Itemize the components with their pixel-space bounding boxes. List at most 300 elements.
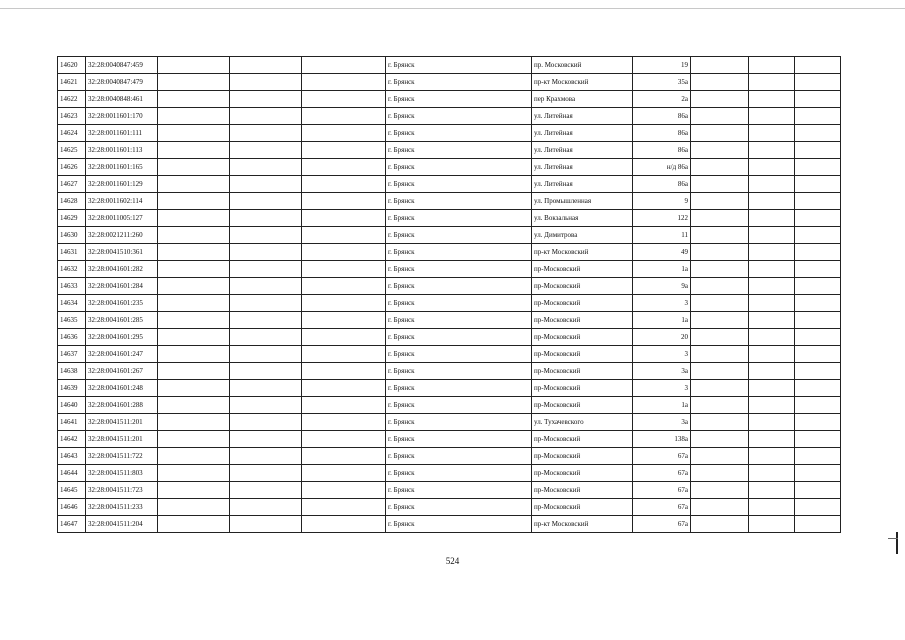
empty-cell bbox=[795, 91, 841, 108]
empty-cell bbox=[230, 431, 302, 448]
city-cell: г. Брянск bbox=[386, 244, 532, 261]
table-row bbox=[58, 74, 841, 91]
empty-cell bbox=[749, 448, 795, 465]
empty-cell bbox=[230, 142, 302, 159]
city-cell: г. Брянск bbox=[386, 482, 532, 499]
empty-cell bbox=[302, 312, 386, 329]
cadastral-number: 32:28:0041511:722 bbox=[86, 448, 158, 465]
empty-cell bbox=[302, 499, 386, 516]
empty-cell bbox=[749, 91, 795, 108]
empty-cell bbox=[230, 74, 302, 91]
street-cell: пр-кт Московский bbox=[532, 74, 633, 91]
empty-cell bbox=[302, 261, 386, 278]
empty-cell bbox=[749, 516, 795, 533]
row-number: 14643 bbox=[58, 448, 86, 465]
street-cell: ул. Димитрова bbox=[532, 227, 633, 244]
city-cell: г. Брянск bbox=[386, 176, 532, 193]
margin-bracket-mark bbox=[896, 532, 905, 554]
empty-cell bbox=[158, 329, 230, 346]
empty-cell bbox=[158, 74, 230, 91]
empty-cell bbox=[691, 414, 749, 431]
empty-cell bbox=[302, 516, 386, 533]
table-row bbox=[58, 312, 841, 329]
city-cell: г. Брянск bbox=[386, 108, 532, 125]
street-cell: пр-кт Московский bbox=[532, 516, 633, 533]
street-cell: пр-Московский bbox=[532, 295, 633, 312]
empty-cell bbox=[302, 244, 386, 261]
empty-cell bbox=[302, 448, 386, 465]
house-cell: 67а bbox=[633, 516, 691, 533]
house-cell: н/д 86а bbox=[633, 159, 691, 176]
empty-cell bbox=[749, 295, 795, 312]
house-cell: 11 bbox=[633, 227, 691, 244]
empty-cell bbox=[691, 516, 749, 533]
street-cell: пр-Московский bbox=[532, 499, 633, 516]
table-row bbox=[58, 363, 841, 380]
empty-cell bbox=[691, 448, 749, 465]
table-row bbox=[58, 91, 841, 108]
empty-cell bbox=[230, 397, 302, 414]
row-number: 14630 bbox=[58, 227, 86, 244]
empty-cell bbox=[749, 227, 795, 244]
street-cell: ул. Литейная bbox=[532, 142, 633, 159]
table-row bbox=[58, 431, 841, 448]
row-number: 14642 bbox=[58, 431, 86, 448]
row-number: 14623 bbox=[58, 108, 86, 125]
table-row bbox=[58, 482, 841, 499]
empty-cell bbox=[302, 193, 386, 210]
empty-cell bbox=[749, 125, 795, 142]
house-cell: 67а bbox=[633, 465, 691, 482]
empty-cell bbox=[691, 244, 749, 261]
empty-cell bbox=[691, 499, 749, 516]
empty-cell bbox=[749, 431, 795, 448]
empty-cell bbox=[691, 431, 749, 448]
house-cell: 3 bbox=[633, 346, 691, 363]
table-row bbox=[58, 210, 841, 227]
row-number: 14647 bbox=[58, 516, 86, 533]
empty-cell bbox=[691, 380, 749, 397]
table-row bbox=[58, 125, 841, 142]
empty-cell bbox=[795, 312, 841, 329]
street-cell: пр-Московский bbox=[532, 380, 633, 397]
empty-cell bbox=[795, 499, 841, 516]
street-cell: пр-Московский bbox=[532, 329, 633, 346]
empty-cell bbox=[230, 363, 302, 380]
house-cell: 86а bbox=[633, 142, 691, 159]
city-cell: г. Брянск bbox=[386, 414, 532, 431]
street-cell: ул. Литейная bbox=[532, 176, 633, 193]
house-cell: 3 bbox=[633, 380, 691, 397]
house-cell: 67а bbox=[633, 448, 691, 465]
row-number: 14638 bbox=[58, 363, 86, 380]
row-number: 14625 bbox=[58, 142, 86, 159]
empty-cell bbox=[230, 312, 302, 329]
street-cell: пр-Московский bbox=[532, 312, 633, 329]
table-row bbox=[58, 397, 841, 414]
empty-cell bbox=[749, 482, 795, 499]
city-cell: г. Брянск bbox=[386, 193, 532, 210]
street-cell: ул. Тухачевского bbox=[532, 414, 633, 431]
empty-cell bbox=[230, 193, 302, 210]
city-cell: г. Брянск bbox=[386, 227, 532, 244]
cadastral-number: 32:28:0041511:204 bbox=[86, 516, 158, 533]
cadastral-number: 32:28:0040847:459 bbox=[86, 57, 158, 74]
empty-cell bbox=[230, 329, 302, 346]
row-number: 14633 bbox=[58, 278, 86, 295]
house-cell: 49 bbox=[633, 244, 691, 261]
empty-cell bbox=[302, 465, 386, 482]
empty-cell bbox=[302, 363, 386, 380]
city-cell: г. Брянск bbox=[386, 499, 532, 516]
empty-cell bbox=[795, 278, 841, 295]
city-cell: г. Брянск bbox=[386, 380, 532, 397]
empty-cell bbox=[795, 74, 841, 91]
city-cell: г. Брянск bbox=[386, 210, 532, 227]
row-number: 14622 bbox=[58, 91, 86, 108]
empty-cell bbox=[158, 108, 230, 125]
empty-cell bbox=[158, 465, 230, 482]
empty-cell bbox=[302, 380, 386, 397]
empty-cell bbox=[691, 91, 749, 108]
empty-cell bbox=[691, 278, 749, 295]
empty-cell bbox=[158, 159, 230, 176]
house-cell: 20 bbox=[633, 329, 691, 346]
empty-cell bbox=[749, 499, 795, 516]
empty-cell bbox=[795, 57, 841, 74]
empty-cell bbox=[691, 295, 749, 312]
empty-cell bbox=[795, 176, 841, 193]
empty-cell bbox=[158, 125, 230, 142]
table-row bbox=[58, 244, 841, 261]
city-cell: г. Брянск bbox=[386, 57, 532, 74]
cadastral-number: 32:28:0011601:170 bbox=[86, 108, 158, 125]
row-number: 14640 bbox=[58, 397, 86, 414]
street-cell: пр-Московский bbox=[532, 363, 633, 380]
street-cell: пр-Московский bbox=[532, 448, 633, 465]
cadastral-number: 32:28:0011005:127 bbox=[86, 210, 158, 227]
empty-cell bbox=[691, 465, 749, 482]
empty-cell bbox=[749, 397, 795, 414]
empty-cell bbox=[302, 57, 386, 74]
empty-cell bbox=[795, 431, 841, 448]
empty-cell bbox=[795, 244, 841, 261]
house-cell: 67а bbox=[633, 499, 691, 516]
cadastral-number: 32:28:0041601:247 bbox=[86, 346, 158, 363]
empty-cell bbox=[749, 465, 795, 482]
cadastral-number: 32:28:0011602:114 bbox=[86, 193, 158, 210]
empty-cell bbox=[230, 516, 302, 533]
empty-cell bbox=[158, 244, 230, 261]
empty-cell bbox=[691, 159, 749, 176]
street-cell: ул. Вокзальная bbox=[532, 210, 633, 227]
empty-cell bbox=[302, 295, 386, 312]
empty-cell bbox=[230, 448, 302, 465]
house-cell: 3 bbox=[633, 295, 691, 312]
empty-cell bbox=[230, 465, 302, 482]
street-cell: ул. Литейная bbox=[532, 125, 633, 142]
empty-cell bbox=[302, 210, 386, 227]
cadastral-number: 32:28:0011601:113 bbox=[86, 142, 158, 159]
table-row bbox=[58, 159, 841, 176]
cadastral-number: 32:28:0041511:233 bbox=[86, 499, 158, 516]
city-cell: г. Брянск bbox=[386, 125, 532, 142]
street-cell: ул. Промышленная bbox=[532, 193, 633, 210]
empty-cell bbox=[302, 74, 386, 91]
empty-cell bbox=[158, 431, 230, 448]
city-cell: г. Брянск bbox=[386, 363, 532, 380]
empty-cell bbox=[691, 346, 749, 363]
empty-cell bbox=[230, 57, 302, 74]
row-number: 14634 bbox=[58, 295, 86, 312]
empty-cell bbox=[230, 91, 302, 108]
row-number: 14620 bbox=[58, 57, 86, 74]
empty-cell bbox=[749, 363, 795, 380]
row-number: 14635 bbox=[58, 312, 86, 329]
empty-cell bbox=[749, 244, 795, 261]
street-cell: пр-Московский bbox=[532, 278, 633, 295]
city-cell: г. Брянск bbox=[386, 516, 532, 533]
city-cell: г. Брянск bbox=[386, 261, 532, 278]
empty-cell bbox=[302, 414, 386, 431]
empty-cell bbox=[158, 295, 230, 312]
house-cell: 122 bbox=[633, 210, 691, 227]
table-row bbox=[58, 346, 841, 363]
city-cell: г. Брянск bbox=[386, 448, 532, 465]
empty-cell bbox=[749, 74, 795, 91]
row-number: 14628 bbox=[58, 193, 86, 210]
cadastral-number: 32:28:0041601:282 bbox=[86, 261, 158, 278]
empty-cell bbox=[158, 363, 230, 380]
empty-cell bbox=[158, 312, 230, 329]
empty-cell bbox=[230, 380, 302, 397]
city-cell: г. Брянск bbox=[386, 465, 532, 482]
table-row bbox=[58, 465, 841, 482]
empty-cell bbox=[691, 329, 749, 346]
row-number: 14645 bbox=[58, 482, 86, 499]
row-number: 14629 bbox=[58, 210, 86, 227]
empty-cell bbox=[795, 159, 841, 176]
empty-cell bbox=[795, 346, 841, 363]
empty-cell bbox=[230, 227, 302, 244]
city-cell: г. Брянск bbox=[386, 431, 532, 448]
empty-cell bbox=[158, 210, 230, 227]
cadastral-number: 32:28:0011601:129 bbox=[86, 176, 158, 193]
row-number: 14641 bbox=[58, 414, 86, 431]
row-number: 14644 bbox=[58, 465, 86, 482]
empty-cell bbox=[158, 397, 230, 414]
empty-cell bbox=[749, 312, 795, 329]
empty-cell bbox=[749, 414, 795, 431]
empty-cell bbox=[795, 261, 841, 278]
empty-cell bbox=[749, 380, 795, 397]
empty-cell bbox=[691, 397, 749, 414]
empty-cell bbox=[795, 414, 841, 431]
empty-cell bbox=[158, 346, 230, 363]
empty-cell bbox=[230, 108, 302, 125]
table-row bbox=[58, 448, 841, 465]
empty-cell bbox=[691, 193, 749, 210]
cadastral-number: 32:28:0041510:361 bbox=[86, 244, 158, 261]
house-cell: 67а bbox=[633, 482, 691, 499]
empty-cell bbox=[158, 142, 230, 159]
empty-cell bbox=[230, 159, 302, 176]
house-cell: 9а bbox=[633, 278, 691, 295]
table-row bbox=[58, 516, 841, 533]
street-cell: пр-Московский bbox=[532, 397, 633, 414]
city-cell: г. Брянск bbox=[386, 74, 532, 91]
empty-cell bbox=[749, 278, 795, 295]
house-cell: 86а bbox=[633, 176, 691, 193]
scan-edge-line bbox=[0, 8, 905, 9]
empty-cell bbox=[795, 482, 841, 499]
empty-cell bbox=[795, 227, 841, 244]
empty-cell bbox=[302, 159, 386, 176]
empty-cell bbox=[749, 193, 795, 210]
table-row bbox=[58, 176, 841, 193]
city-cell: г. Брянск bbox=[386, 91, 532, 108]
table-row bbox=[58, 261, 841, 278]
empty-cell bbox=[302, 108, 386, 125]
empty-cell bbox=[302, 142, 386, 159]
cadastral-number: 32:28:0041601:267 bbox=[86, 363, 158, 380]
cadastral-number: 32:28:0041511:201 bbox=[86, 414, 158, 431]
empty-cell bbox=[749, 346, 795, 363]
table-row bbox=[58, 193, 841, 210]
empty-cell bbox=[230, 210, 302, 227]
empty-cell bbox=[749, 176, 795, 193]
empty-cell bbox=[795, 448, 841, 465]
street-cell: пр-кт Московский bbox=[532, 244, 633, 261]
city-cell: г. Брянск bbox=[386, 159, 532, 176]
empty-cell bbox=[302, 346, 386, 363]
empty-cell bbox=[158, 57, 230, 74]
empty-cell bbox=[749, 210, 795, 227]
empty-cell bbox=[795, 465, 841, 482]
empty-cell bbox=[158, 176, 230, 193]
street-cell: пр-Московский bbox=[532, 482, 633, 499]
house-cell: 1а bbox=[633, 312, 691, 329]
empty-cell bbox=[795, 193, 841, 210]
street-cell: пр. Московский bbox=[532, 57, 633, 74]
page-number: 524 bbox=[445, 556, 460, 566]
empty-cell bbox=[302, 176, 386, 193]
empty-cell bbox=[230, 346, 302, 363]
house-cell: 86а bbox=[633, 125, 691, 142]
table-row bbox=[58, 414, 841, 431]
empty-cell bbox=[749, 261, 795, 278]
city-cell: г. Брянск bbox=[386, 278, 532, 295]
house-cell: 9 bbox=[633, 193, 691, 210]
empty-cell bbox=[795, 295, 841, 312]
empty-cell bbox=[302, 329, 386, 346]
empty-cell bbox=[158, 380, 230, 397]
house-cell: 138а bbox=[633, 431, 691, 448]
table-row bbox=[58, 499, 841, 516]
row-number: 14636 bbox=[58, 329, 86, 346]
city-cell: г. Брянск bbox=[386, 312, 532, 329]
empty-cell bbox=[230, 278, 302, 295]
empty-cell bbox=[230, 414, 302, 431]
street-cell: пр-Московский bbox=[532, 346, 633, 363]
empty-cell bbox=[795, 329, 841, 346]
empty-cell bbox=[302, 227, 386, 244]
empty-cell bbox=[302, 125, 386, 142]
cadastral-number: 32:28:0041511:723 bbox=[86, 482, 158, 499]
empty-cell bbox=[158, 227, 230, 244]
empty-cell bbox=[158, 482, 230, 499]
empty-cell bbox=[158, 278, 230, 295]
empty-cell bbox=[158, 261, 230, 278]
row-number: 14631 bbox=[58, 244, 86, 261]
cadastral-number: 32:28:0041601:284 bbox=[86, 278, 158, 295]
city-cell: г. Брянск bbox=[386, 295, 532, 312]
empty-cell bbox=[691, 142, 749, 159]
row-number: 14621 bbox=[58, 74, 86, 91]
empty-cell bbox=[302, 482, 386, 499]
empty-cell bbox=[230, 261, 302, 278]
street-cell: пр-Московский bbox=[532, 465, 633, 482]
empty-cell bbox=[230, 482, 302, 499]
table-row bbox=[58, 295, 841, 312]
house-cell: 19 bbox=[633, 57, 691, 74]
empty-cell bbox=[158, 193, 230, 210]
empty-cell bbox=[158, 414, 230, 431]
empty-cell bbox=[158, 91, 230, 108]
house-cell: 1а bbox=[633, 397, 691, 414]
empty-cell bbox=[230, 244, 302, 261]
house-cell: 2а bbox=[633, 91, 691, 108]
row-number: 14624 bbox=[58, 125, 86, 142]
street-cell: ул. Литейная bbox=[532, 159, 633, 176]
empty-cell bbox=[749, 57, 795, 74]
empty-cell bbox=[691, 210, 749, 227]
empty-cell bbox=[795, 397, 841, 414]
empty-cell bbox=[158, 499, 230, 516]
empty-cell bbox=[795, 516, 841, 533]
empty-cell bbox=[158, 516, 230, 533]
house-cell: 35а bbox=[633, 74, 691, 91]
empty-cell bbox=[749, 142, 795, 159]
empty-cell bbox=[691, 227, 749, 244]
row-number: 14639 bbox=[58, 380, 86, 397]
empty-cell bbox=[795, 210, 841, 227]
empty-cell bbox=[691, 363, 749, 380]
street-cell: пр-Московский bbox=[532, 261, 633, 278]
empty-cell bbox=[691, 74, 749, 91]
table-row bbox=[58, 57, 841, 74]
empty-cell bbox=[795, 380, 841, 397]
house-cell: 3а bbox=[633, 363, 691, 380]
table-row bbox=[58, 227, 841, 244]
empty-cell bbox=[795, 142, 841, 159]
empty-cell bbox=[691, 312, 749, 329]
street-cell: ул. Литейная bbox=[532, 108, 633, 125]
cadastral-number: 32:28:0041601:288 bbox=[86, 397, 158, 414]
empty-cell bbox=[230, 295, 302, 312]
empty-cell bbox=[749, 329, 795, 346]
table-row bbox=[58, 278, 841, 295]
empty-cell bbox=[302, 91, 386, 108]
empty-cell bbox=[230, 125, 302, 142]
empty-cell bbox=[691, 176, 749, 193]
row-number: 14626 bbox=[58, 159, 86, 176]
cadastral-number: 32:28:0011601:165 bbox=[86, 159, 158, 176]
cadastral-number: 32:28:0041601:295 bbox=[86, 329, 158, 346]
cadastral-number: 32:28:0041511:201 bbox=[86, 431, 158, 448]
empty-cell bbox=[302, 431, 386, 448]
empty-cell bbox=[302, 397, 386, 414]
